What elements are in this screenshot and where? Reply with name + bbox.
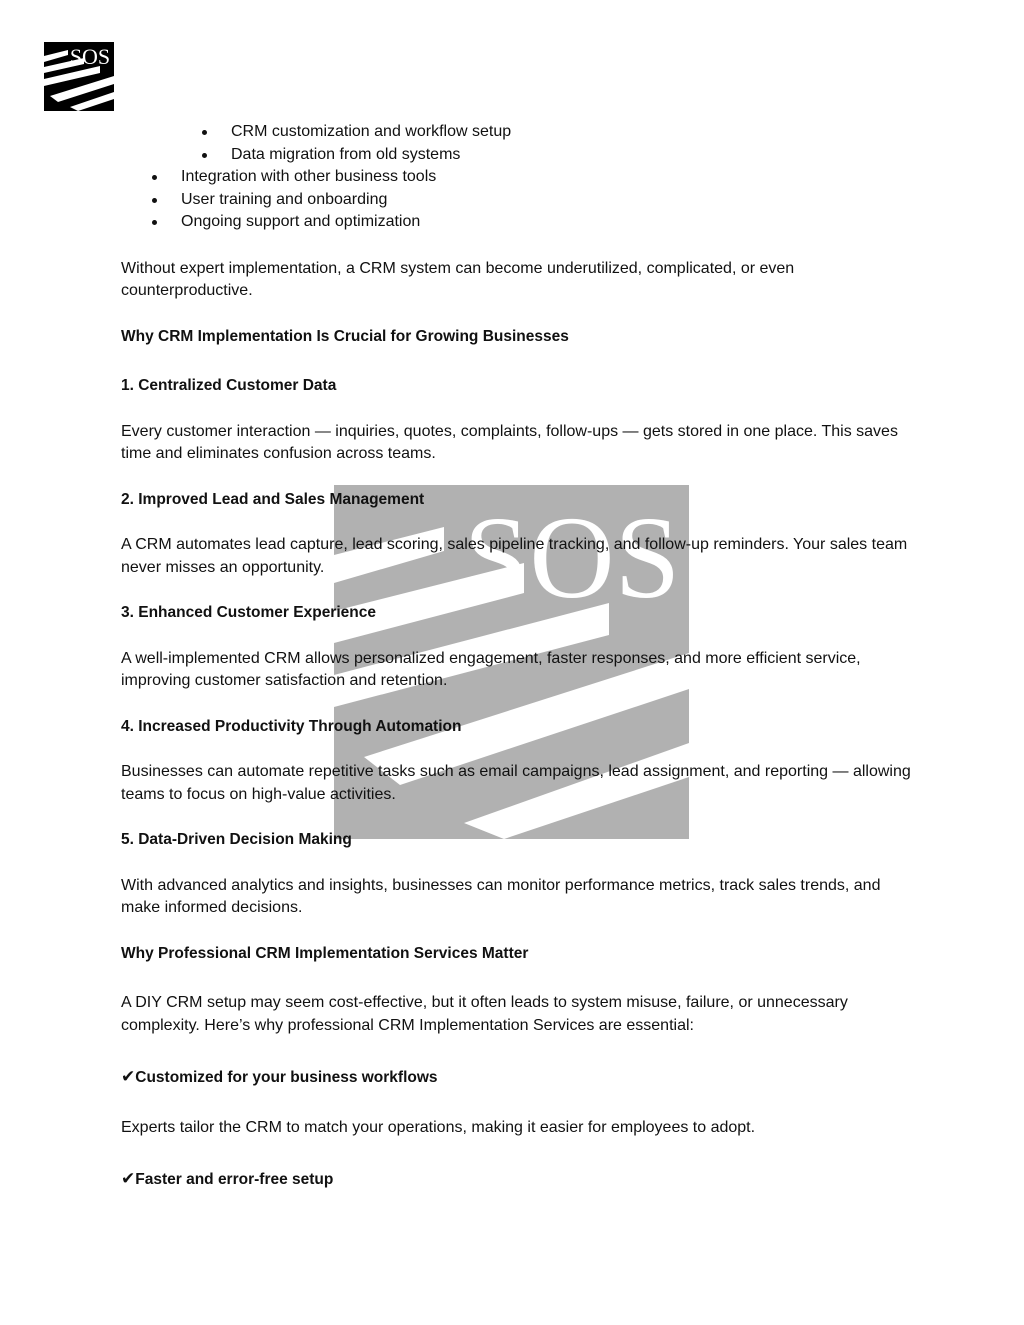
list-item: Data migration from old systems (121, 144, 921, 167)
bullet-icon (152, 175, 157, 180)
list-item: Integration with other business tools (121, 166, 921, 189)
list-item: Ongoing support and optimization (121, 211, 921, 234)
bullet-icon (152, 220, 157, 225)
section-heading: Why Professional CRM Implementation Services Matter (121, 944, 529, 962)
bullet-icon (202, 153, 207, 158)
check-item-title: ✔Faster and error-free setup (121, 1169, 334, 1189)
section-paragraph: A DIY CRM setup may seem cost-effective, but it often leads to system misuse, failure, or unnecessary complexity. Here’s why professional CRM Implementation Services are essential: (121, 994, 848, 1034)
point-title: 2. Improved Lead and Sales Management (121, 490, 425, 508)
point-title: 5. Data-Driven Decision Making (121, 831, 352, 848)
check-item-text: Experts tailor the CRM to match your operations, making it easier for employees to adopt. (121, 1118, 756, 1136)
point-title: 1. Centralized Customer Data (121, 377, 337, 394)
point-text: With advanced analytics and insights, businesses can monitor performance metrics, track sales trends, and make informed decisions. (121, 876, 881, 916)
list-item: CRM customization and workflow setup (121, 121, 921, 144)
intro-paragraph: Without expert implementation, a CRM system can become underutilized, complicated, or even counterproductive. (121, 259, 795, 299)
point-text: A well-implemented CRM allows personalized engagement, faster responses, and more efficient service, improving customer satisfaction and retention. (121, 649, 861, 689)
check-item-title: ✔Customized for your business workflows (121, 1067, 438, 1087)
checkmark-icon: ✔ (121, 1169, 136, 1189)
nested-bullet-list (121, 121, 921, 166)
checkmark-icon: ✔ (121, 1067, 136, 1087)
document-body (121, 121, 921, 1192)
point-text: A CRM automates lead capture, lead scoring, sales pipeline tracking, and follow-up reminders. Your sales team never misses an opportunity. (121, 536, 908, 576)
point-title: 3. Enhanced Customer Experience (121, 604, 376, 621)
point-text: Businesses can automate repetitive tasks such as email campaigns, lead assignment, and reporting — allowing teams to focus on high-value activities. (121, 763, 911, 803)
logo-text: SOS (69, 44, 111, 69)
watermark-text: SOS (463, 492, 681, 623)
bullet-list (121, 166, 921, 234)
sos-logo (44, 42, 114, 111)
point-title: 4. Increased Productivity Through Automation (121, 717, 462, 735)
point-text: Every customer interaction — inquiries, quotes, complaints, follow-ups — gets stored in one place. This saves time and eliminates confusion across teams. (121, 422, 898, 462)
list-item: User training and onboarding (121, 189, 921, 212)
bullet-icon (152, 198, 157, 203)
section-heading: Why CRM Implementation Is Crucial for Growing Businesses (121, 327, 569, 345)
bullet-icon (202, 130, 207, 135)
